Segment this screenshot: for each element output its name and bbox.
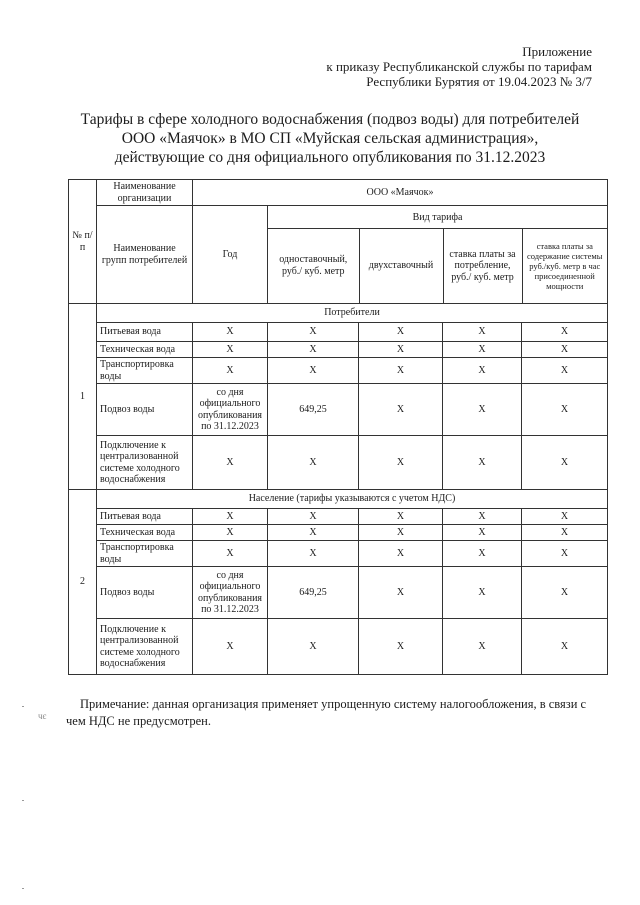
row-name: Техническая вода bbox=[97, 525, 193, 541]
scan-speck bbox=[22, 888, 24, 889]
row-name: Подключение к централизованной системе холодного водоснабжения bbox=[97, 619, 193, 675]
row-maint: X bbox=[522, 541, 608, 567]
row-double: X bbox=[359, 342, 443, 358]
row-double: X bbox=[359, 358, 443, 384]
section-number: 1 bbox=[69, 304, 97, 490]
row-double: X bbox=[359, 509, 443, 525]
row-single: X bbox=[268, 619, 359, 675]
table-row bbox=[69, 567, 608, 619]
scan-speck bbox=[22, 706, 24, 707]
row-single: 649,25 bbox=[268, 567, 359, 619]
row-year: X bbox=[193, 358, 268, 384]
row-usage: X bbox=[443, 323, 522, 342]
tariff-type-subtable bbox=[268, 207, 607, 303]
section-number: 2 bbox=[69, 490, 97, 675]
row-name: Подключение к централизованной системе холодного водоснабжения bbox=[97, 436, 193, 490]
document-header bbox=[326, 44, 592, 89]
document-title bbox=[60, 110, 600, 167]
scan-speck bbox=[22, 800, 24, 801]
row-year: X bbox=[193, 619, 268, 675]
row-single: 649,25 bbox=[268, 384, 359, 436]
section-title: Население (тарифы указываются с учетом НДС) bbox=[97, 490, 608, 509]
row-maint: X bbox=[522, 525, 608, 541]
header-double-rate: двухставочный bbox=[359, 229, 443, 303]
title-line-1: Тарифы в сфере холодного водоснабжения (подвоз воды) для потребителей bbox=[80, 111, 580, 128]
row-maint: X bbox=[522, 619, 608, 675]
row-maint: X bbox=[522, 567, 608, 619]
table-row bbox=[69, 525, 608, 541]
row-maint: X bbox=[522, 342, 608, 358]
table-row bbox=[69, 323, 608, 342]
row-maint: X bbox=[522, 358, 608, 384]
header-tariff-type: Вид тарифа bbox=[268, 207, 607, 229]
row-year: X bbox=[193, 509, 268, 525]
row-double: X bbox=[359, 619, 443, 675]
row-usage: X bbox=[443, 342, 522, 358]
row-year: X bbox=[193, 541, 268, 567]
header-single-rate: одноставочный, руб./ куб. метр bbox=[268, 229, 359, 303]
header-usage-rate: ставка платы за потребление, руб./ куб. метр bbox=[443, 229, 522, 303]
header-maintenance-rate: ставка платы за содержание системы руб./куб. метр в час присоединенной мощности bbox=[527, 240, 603, 291]
row-single: X bbox=[268, 358, 359, 384]
row-usage: X bbox=[443, 509, 522, 525]
header-num: № п/п bbox=[69, 180, 97, 304]
row-maint: X bbox=[522, 436, 608, 490]
row-year: со дня официального опубликования по 31.12.2023 bbox=[193, 567, 268, 619]
row-name: Транспортировка воды bbox=[97, 541, 193, 567]
footnote: Примечание: данная организация применяет упрощенную систему налогообложения, в связи с чем НДС не предусмотрен. bbox=[66, 697, 587, 728]
row-double: X bbox=[359, 436, 443, 490]
row-double: X bbox=[359, 567, 443, 619]
row-single: X bbox=[268, 342, 359, 358]
row-usage: X bbox=[443, 567, 522, 619]
row-name: Техническая вода bbox=[97, 342, 193, 358]
row-usage: X bbox=[443, 525, 522, 541]
row-maint: X bbox=[522, 323, 608, 342]
row-double: X bbox=[359, 541, 443, 567]
header-line-2: к приказу Республиканской службы по тарифам bbox=[326, 59, 592, 74]
row-maint: X bbox=[522, 384, 608, 436]
row-usage: X bbox=[443, 358, 522, 384]
tariff-table bbox=[68, 179, 608, 675]
section-title: Потребители bbox=[97, 304, 608, 323]
row-single: X bbox=[268, 323, 359, 342]
row-name: Транспортировка воды bbox=[97, 358, 193, 384]
table-row bbox=[69, 384, 608, 436]
header-line-3: Республики Бурятия от 19.04.2023 № 3/7 bbox=[366, 74, 592, 89]
row-maint: X bbox=[522, 509, 608, 525]
row-double: X bbox=[359, 384, 443, 436]
row-year: X bbox=[193, 342, 268, 358]
row-single: X bbox=[268, 436, 359, 490]
header-groups: Наименование групп потребителей bbox=[97, 206, 193, 304]
row-double: X bbox=[359, 525, 443, 541]
tariff-type-cell bbox=[268, 206, 608, 304]
title-line-3: действующие со дня официального опубликования по 31.12.2023 bbox=[114, 149, 546, 166]
table-row bbox=[69, 541, 608, 567]
title-line-2: ООО «Маячок» в МО СП «Муйская сельская администрация», bbox=[121, 130, 539, 147]
row-single: X bbox=[268, 525, 359, 541]
row-usage: X bbox=[443, 436, 522, 490]
margin-mark: чє bbox=[38, 711, 47, 721]
row-year: X bbox=[193, 436, 268, 490]
table-row bbox=[69, 619, 608, 675]
row-usage: X bbox=[443, 619, 522, 675]
header-year: Год bbox=[193, 206, 268, 304]
row-name: Подвоз воды bbox=[97, 567, 193, 619]
table-row bbox=[69, 436, 608, 490]
table-row bbox=[69, 342, 608, 358]
row-name: Подвоз воды bbox=[97, 384, 193, 436]
row-single: X bbox=[268, 509, 359, 525]
table-row bbox=[69, 358, 608, 384]
header-org: Наименование организации bbox=[97, 180, 193, 206]
row-name: Питьевая вода bbox=[97, 323, 193, 342]
row-usage: X bbox=[443, 384, 522, 436]
row-year: X bbox=[193, 525, 268, 541]
row-double: X bbox=[359, 323, 443, 342]
row-usage: X bbox=[443, 541, 522, 567]
table-row bbox=[69, 509, 608, 525]
org-name: ООО «Маячок» bbox=[193, 180, 608, 206]
row-single: X bbox=[268, 541, 359, 567]
header-line-1: Приложение bbox=[522, 44, 592, 59]
row-year: со дня официального опубликования по 31.12.2023 bbox=[193, 384, 268, 436]
row-year: X bbox=[193, 323, 268, 342]
row-name: Питьевая вода bbox=[97, 509, 193, 525]
